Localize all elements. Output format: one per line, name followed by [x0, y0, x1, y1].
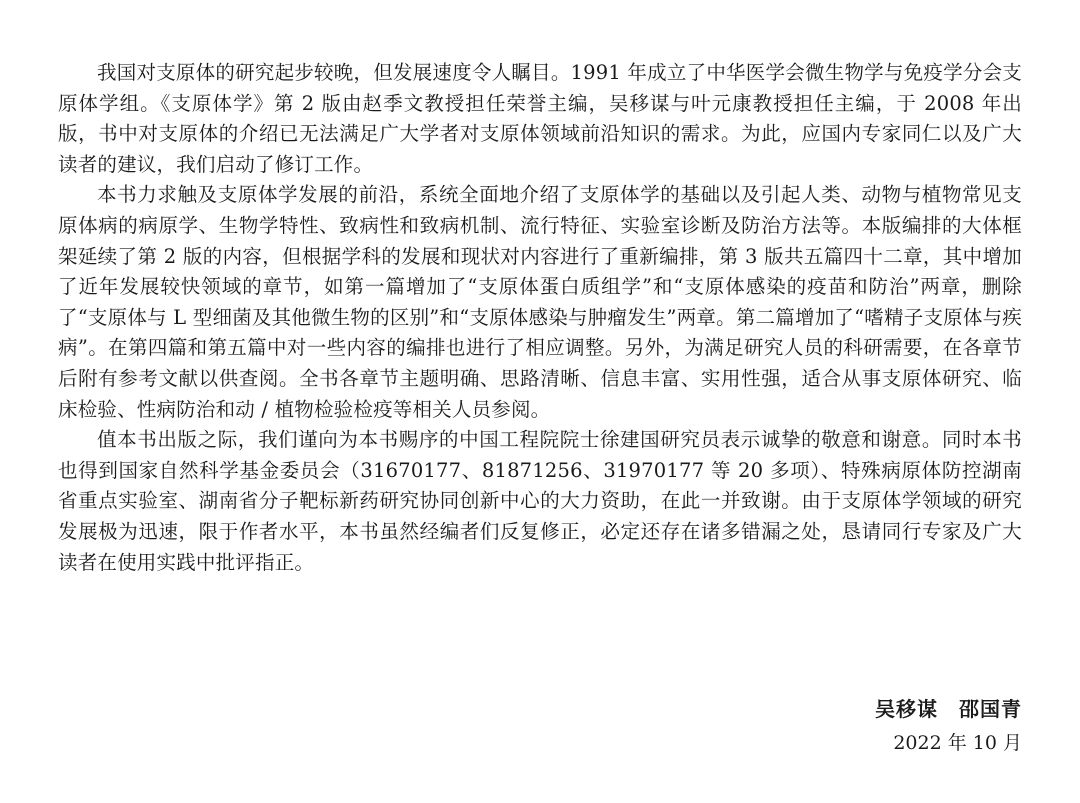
preface-body: [58, 58, 1022, 578]
paragraph-acknowledgements: 值本书出版之际，我们谨向为本书赐序的中国工程院院士徐建国研究员表示诚挚的敬意和谢意。同时本书也得到国家自然科学基金委员会（31670177、81871256、31970177 等 20 多项）、特殊病原体防控湖南省重点实验室、湖南省分子靶标新药研究协同创新中心的大力资助，在此一并致谢。由于支原体学领域的研究发展极为迅速，限于作者水平，本书虽然经编者们反复修正，必定还存在诸多错漏之处，恳请同行专家及广大读者在使用实践中批评指正。: [58, 428, 1022, 574]
paragraph-content-overview: 本书力求触及支原体学发展的前沿，系统全面地介绍了支原体学的基础以及引起人类、动物与植物常见支原体病的病原学、生物学特性、致病性和致病机制、流行特征、实验室诊断及防治方法等。本版编排的大体框架延续了第 2 版的内容，但根据学科的发展和现状对内容进行了重新编排，第 3 版共五篇四十二章，其中增加了近年发展较快领域的章节，如第一篇增加了“支原体蛋白质组学”和“支原体感染的疫苗和防治”两章，删除了“支原体与 L 型细菌及其他微生物的区别”和“支原体感染与肿瘤发生”两章。第二篇增加了“嗜精子支原体与疾病”。在第四篇和第五篇中对一些内容的编排也进行了相应调整。另外，为满足研究人员的科研需要，在各章节后附有参考文献以供查阅。全书各章节主题明确、思路清晰、信息丰富、实用性强，适合从事支原体研究、临床检验、性病防治和动 / 植物检验检疫等相关人员参阅。: [58, 183, 1022, 421]
author-names: 吴移谋 邵国青: [875, 697, 1022, 721]
signature-date: 2022 年 10 月: [893, 732, 1022, 754]
paragraph-history: 我国对支原体的研究起步较晚，但发展速度令人瞩目。1991 年成立了中华医学会微生物学与免疫学分会支原体学组。《支原体学》第 2 版由赵季文教授担任荣誉主编，吴移谋与叶元康教授担任主编，于 2008 年出版，书中对支原体的介绍已无法满足广大学者对支原体领域前沿知识的需求。为此，应国内专家同仁以及广大读者的建议，我们启动了修订工作。: [58, 61, 1022, 176]
signature-block: [875, 694, 1022, 758]
